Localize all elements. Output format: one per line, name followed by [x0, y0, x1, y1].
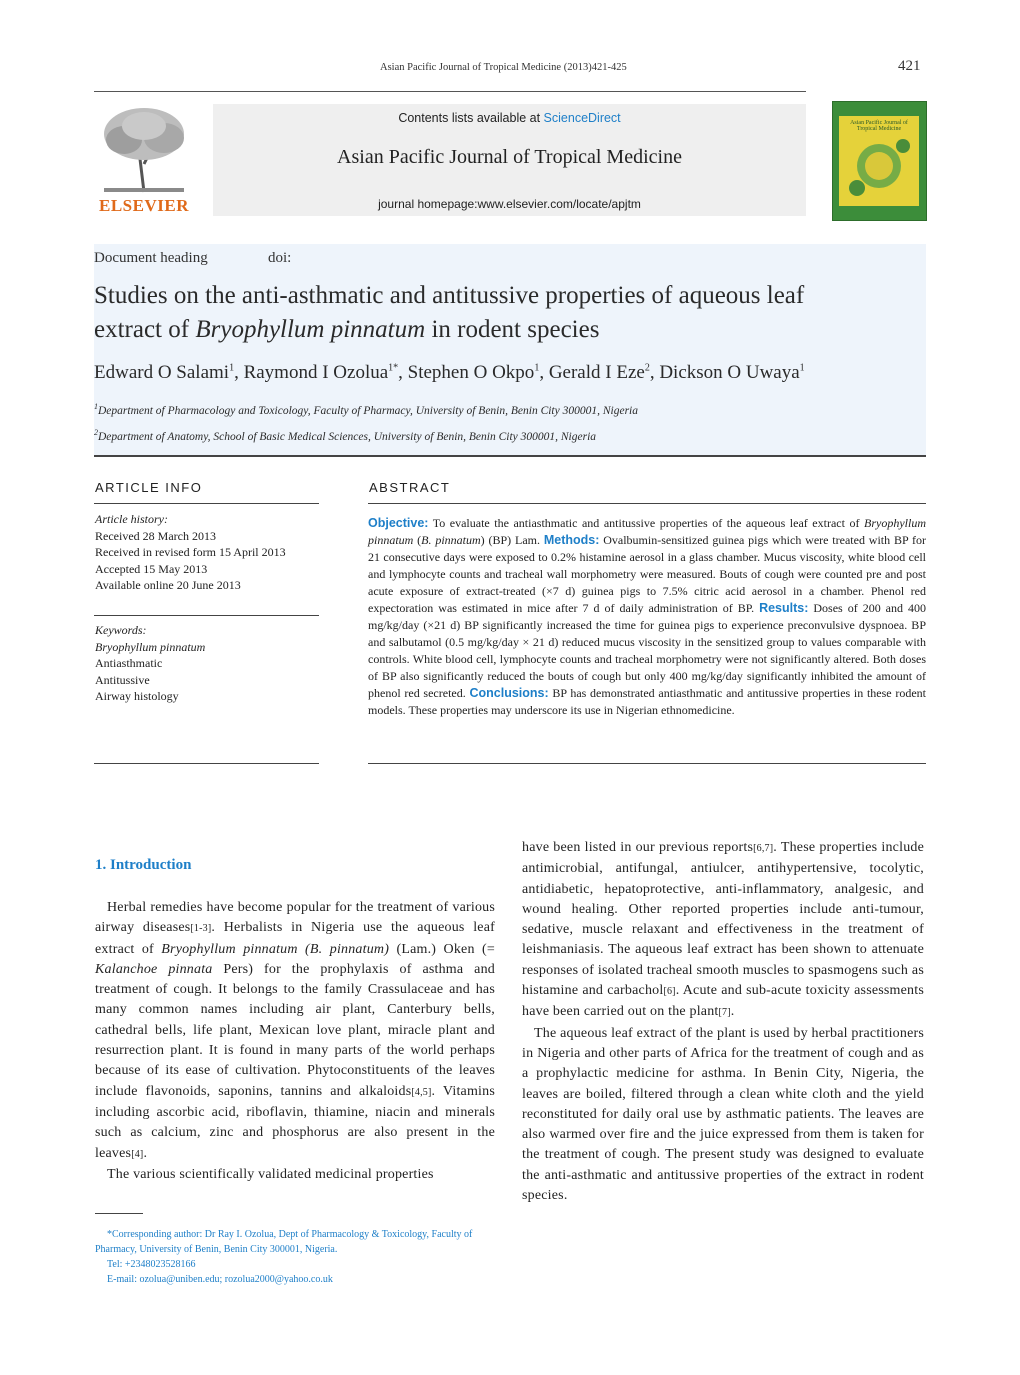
citation-link[interactable]: [6,7]	[753, 843, 774, 854]
keyword: Bryophyllum pinnatum	[95, 639, 206, 654]
title-species: Bryophyllum pinnatum	[195, 316, 426, 343]
text-run: . Herbalists in Nigeria use the aqueous leaf extract of	[95, 920, 495, 957]
article-history	[95, 511, 320, 594]
history-item: Received 28 March 2013	[95, 528, 216, 543]
author-name[interactable]: Raymond I Ozolua	[243, 362, 389, 383]
tree-icon	[94, 104, 194, 196]
citation-link[interactable]: [1-3]	[190, 923, 212, 935]
text-run: . Vitamins including ascorbic acid, riboflavin, thiamine, niacin and minerals such as calcium, zinc and phosphorus are also present in the leaves	[95, 1083, 495, 1161]
author-name[interactable]: Stephen O Okpo	[407, 362, 535, 383]
author-name[interactable]: Edward O Salami	[94, 362, 230, 383]
methods-label: Methods:	[543, 533, 600, 547]
title-part: extract of	[94, 316, 196, 343]
running-head: Asian Pacific Journal of Tropical Medicine (2013)421-425	[380, 62, 627, 73]
results-label: Results:	[759, 601, 809, 615]
conclusions-label: Conclusions:	[469, 686, 549, 700]
text-run: .	[143, 1145, 148, 1161]
author-name[interactable]: Dickson O Uwaya	[659, 362, 800, 383]
journal-name: Asian Pacific Journal of Tropical Medicine	[337, 146, 682, 168]
affiliation-1	[94, 402, 926, 417]
text-run: Herbal remedies have become popular for the treatment of various airway diseases	[95, 900, 495, 936]
abstract-italic: Bryophyllum pinnatum	[368, 516, 926, 547]
paragraph: The various scientifically validated medicinal properties	[107, 1166, 434, 1182]
abstract-bottom-rule	[368, 763, 926, 764]
abstract-italic: B. pinnatum	[421, 533, 481, 547]
section-rule	[94, 455, 926, 457]
doi-label: doi:	[268, 250, 292, 266]
affiliation-text: Department of Pharmacology and Toxicology, Faculty of Pharmacy, University of Benin, Benin City 300001, Nigeria	[98, 404, 638, 417]
affiliation-sup: 1	[94, 402, 98, 411]
abstract-text: To evaluate the antiasthmatic and antitussive properties of the aqueous leaf extract of	[428, 516, 864, 530]
history-item: Accepted 15 May 2013	[95, 561, 208, 576]
affiliation-sup: 2	[94, 428, 98, 437]
affiliation-2	[94, 428, 926, 443]
history-item: Received in revised form 15 April 2013	[95, 545, 286, 559]
author-sup: 2	[644, 362, 650, 374]
elsevier-logo[interactable]	[94, 104, 194, 216]
footnote-rule	[95, 1213, 143, 1214]
abstract-text: Ovalbumin-sensitized guinea pigs which were treated with BP for 21 consecutive days were exposed to 0.2% histamine aerosol in a glass chamber. Mucus viscosity, white blood cell and lymphocyte counts and tracheal wall morphometry were measured. Bouts of cough were counted pre and post acute exposure of extract-treated (×7 d) guinea pigs to 7.5% citric acid aerosol in a chamber. Phenol red expectoration was estimated in mice after 7 d of daily administration of BP.	[368, 533, 926, 615]
species-name: Bryophyllum pinnatum (B. pinnatum)	[161, 941, 390, 957]
abstract-text: Doses of 200 and 400 mg/kg/day (×21 d) BP significantly increased the time for guinea pigs to experience preconvulsive dyspnoea. BP and salbutamol (0.5 mg/kg/day × 21 d) reduced mucus viscosity in the sensitized group to values comparable with controls. White blood cell, lymphocyte counts and tracheal morphometry were not significantly altered. Both doses of BP also significantly reduced the bouts of cough but only 400 mg/kg/day significantly inhibited the amount of phenol red secreted.	[368, 601, 926, 700]
abstract-heading: ABSTRACT	[369, 480, 451, 495]
cover-art	[839, 116, 919, 206]
text-run: Pers) for the prophylaxis of asthma and treatment of cough. It belongs to the family Crassulaceae and has many common names including air plant, Canterbury bells, cathedral bells, life plant, Mexican love plant, miracle plant and resurrection plant. It is found in many parts of the world perhaps because of its ease of cultivation. Phytoconstituents of the leaves include flavonoids, saponins, tannins and alkaloids	[95, 961, 495, 1099]
affiliation-text: Department of Anatomy, School of Basic Medical Sciences, University of Benin, Benin City 300001, Nigeria	[98, 430, 597, 443]
journal-cover-image[interactable]	[832, 101, 927, 221]
introduction-heading: 1. Introduction	[95, 857, 192, 873]
text-run: . These properties include antimicrobial, antifungal, antiulcer, antihypertensive, tocolytic, antidiabetic, hepatoprotective, anti-inflammatory, analgesic, and wound healing. Other reported properties include anti-tumour, sedative, muscle relaxant and effectiveness in the treatment of leishmaniasis. The aqueous leaf extract has been shown to attenuate responses of isolated tracheal smooth muscles to spasmogens such as histamine and carbachol	[522, 840, 925, 999]
header-rule	[94, 91, 806, 92]
title-part: in rodent species	[425, 316, 600, 343]
text-run: .	[730, 1004, 735, 1020]
article-info-rule	[94, 503, 319, 504]
citation-link[interactable]: [4,5]	[411, 1086, 432, 1098]
author-sup: 1	[534, 362, 540, 374]
objective-label: Objective:	[368, 516, 429, 530]
contents-line	[213, 111, 806, 125]
document-heading: Document heading	[94, 250, 208, 266]
title-line-2	[94, 313, 926, 347]
paragraph	[95, 898, 495, 1165]
keyword: Airway histology	[95, 689, 179, 703]
contents-prefix: Contents lists available at	[398, 111, 544, 125]
author-sup: 1	[799, 362, 805, 374]
corresponding-author-footnote	[95, 1227, 497, 1287]
citation-link[interactable]: [7]	[718, 1007, 731, 1019]
right-column	[522, 838, 924, 1206]
history-item: Available online 20 June 2013	[95, 578, 241, 592]
author-sup: 1*	[388, 362, 399, 374]
keywords	[95, 622, 320, 705]
keyword: Antiasthmatic	[95, 656, 163, 670]
abstract-rule	[368, 503, 926, 504]
keywords-rule	[94, 615, 319, 616]
left-column	[95, 898, 495, 1185]
text-run: (Lam.) Oken (=	[389, 941, 495, 957]
journal-homepage-link[interactable]: journal homepage:www.elsevier.com/locate/apjtm	[378, 197, 641, 211]
page-number: 421	[898, 58, 921, 74]
author-sup: 1	[229, 362, 235, 374]
article-info-heading: ARTICLE INFO	[95, 480, 203, 495]
journal-banner	[213, 104, 806, 216]
paragraph	[522, 838, 924, 1024]
abstract-text: (	[413, 533, 422, 547]
species-name: Kalanchoe pinnata	[95, 961, 213, 977]
title-band	[94, 244, 926, 455]
citation-link[interactable]: [6]	[663, 986, 676, 998]
text-run: . Acute and sub-acute toxicity assessments have been carried out on the plant	[522, 983, 924, 1020]
author-list: Edward O Salami$^1$, Raymond I Ozolua$^{1*}$, Stephen O Okpo$^1$, Gerald I Eze$^2$, Dickson O Uwaya$^1$	[94, 362, 805, 383]
footnote-email[interactable]: E-mail: ozolua@uniben.edu; rozolua2000@yahoo.co.uk	[107, 1274, 333, 1285]
history-label: Article history:	[95, 512, 168, 526]
keywords-label: Keywords:	[95, 623, 147, 637]
paragraph: The aqueous leaf extract of the plant is used by herbal practitioners in Nigeria and other parts of Africa for the treatment of cough and as a prophylactic medicine for asthma. In Benin City, Nigeria, the leaves are boiled, filtered through a clean white cloth and the yield reconstituted for daily oral use by asthmatic patients. The leaves are also warmed over fire and the juice expressed from them is taken for the treatment of cough. The present study was designed to evaluate the anti-asthmatic and antitussive properties of the extract in rodent species.	[522, 1025, 924, 1204]
author-name[interactable]: Gerald I Eze	[548, 362, 645, 383]
footnote-tel: Tel: +2348023528166	[107, 1259, 196, 1270]
article-title	[94, 279, 926, 347]
article-info-bottom-rule	[94, 763, 319, 764]
cover-title: Asian Pacific Journal of Tropical Medicine	[850, 120, 908, 132]
footnote-author: *Corresponding author: Dr Ray I. Ozolua, Dept of Pharmacology & Toxicology, Faculty of Pharmacy, University of Benin, Benin City 300001, Nigeria.	[95, 1229, 473, 1255]
abstract-body	[368, 515, 926, 719]
keyword: Antitussive	[95, 672, 150, 687]
sciencedirect-link[interactable]: ScienceDirect	[543, 111, 621, 125]
elsevier-wordmark: ELSEVIER	[99, 196, 189, 215]
text-run: have been listed in our previous reports	[522, 840, 754, 855]
citation-link[interactable]: [4]	[131, 1148, 144, 1160]
abstract-text: BP has demonstrated antiasthmatic and antitussive properties in these rodent models. These properties may underscore its use in Nigerian ethnomedicine.	[368, 686, 927, 717]
title-line-1: Studies on the anti-asthmatic and antitussive properties of aqueous leaf	[94, 282, 805, 309]
abstract-text: ) (BP) Lam.	[480, 533, 544, 547]
